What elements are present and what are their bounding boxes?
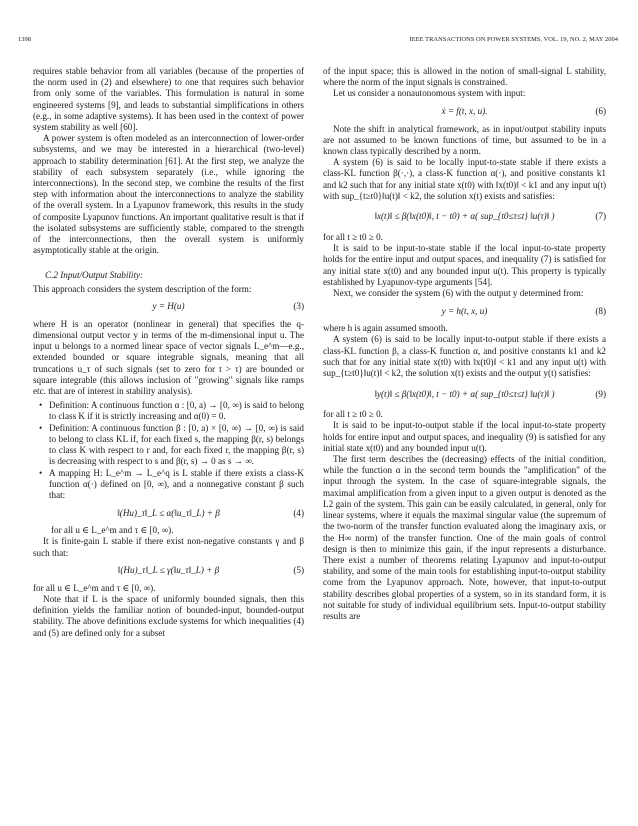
list-item: [33, 423, 304, 468]
equation-number: (7): [595, 211, 606, 222]
equation-condition: for all t ≥ t0 ≥ 0.: [323, 232, 383, 243]
paragraph: The first term describes the (decreasing) effects of the initial condition, while the function α in the second term bounds the "amplification" of the input through the system. In the case of square-integrable signals, the maximal amplification from a given input to a given output is denoted as the L2 gain of the system. This gain can be easily calculated, in general, only for linear systems, where it equals the maximal singular value (the supremum of the two-norm of the transfer function evaluated along the imaginary axis, or the H∞ norm) of the transfer function. One of the main goals of control design is then to minimize this gain, if the input represents a disturbance. There exist a number of theorems relating Lyapunov and input-to-output stability, and some of the main tools for establishing input-to-output stability come from the Lyapunov approach. Note, however, that input-to-output stability describes global properties of a system, so in its standard form, it is not suitable for study of individual equilibrium sets. Input-to-output stability results are: [323, 454, 606, 621]
paragraph: where h is again assumed smooth.: [323, 323, 448, 334]
equation-7: [323, 202, 606, 232]
paragraph: Note the shift in analytical framework, as in input/output stability inputs are not assumed to be known functions of time, but assumed to be in a known class typically described by a norm.: [323, 123, 606, 157]
equation-number: (5): [293, 565, 304, 576]
list-item-text: Definition: A continuous function β : [0, a) × [0, ∞) → [0, ∞) is said to belong to class KL if, for each fixed s, the mapping β(r, s) belongs to class K with respect to r and, for each fixed r, the mapping β(r, s) is decreasing with respect to s and β(r, s) → 0 as s → ∞.: [49, 422, 304, 467]
equation-number: (6): [595, 106, 606, 116]
list-item: [33, 468, 304, 502]
equation-body: ‖y(t)‖ ≤ β(‖x(t0)‖, t − t0) + α( sup_{t0≤τ≤t} ‖u(τ)‖ ): [374, 388, 555, 399]
paragraph: Let us consider a nonautonomous system with input:: [333, 88, 526, 99]
paragraph: It is finite-gain L stable if there exist non-negative constants γ and β such that:: [33, 536, 304, 558]
equation-9: [323, 379, 606, 409]
equation-number: (4): [293, 507, 304, 518]
equation-8: [323, 299, 606, 323]
equation-6: [323, 100, 606, 124]
equation-condition: for all u ∈ L_e^m and τ ∈ [0, ∞).: [33, 582, 156, 593]
equation-body: ‖x(t)‖ ≤ β(‖x(t0)‖, t − t0) + α( sup_{t0≤τ≤t} ‖u(τ)‖ ): [374, 211, 555, 222]
equation-3: [33, 295, 304, 319]
paragraph: A system (6) is said to be locally input-to-state stable if there exists a class-KL function β(·,·), a class-K function α(·), and positive constants k1 and k2 such that for any initial state x(t0) with ‖x(t0)‖ < k1 and any input u(t) with sup_{t≥t0}‖u(t)‖ < k2, the solution x(t) exists and satisfies:: [323, 157, 606, 201]
bullet-icon: •: [39, 467, 43, 478]
equation-body: y = H(u): [152, 301, 185, 312]
bullet-icon: •: [39, 422, 43, 433]
equation-body: ẋ = f(t, x, u).: [441, 106, 488, 116]
list-item-text: Definition: A continuous function α : [0, a) → [0, ∞) is said to belong to class K if it is strictly increasing and α(0) = 0.: [49, 400, 304, 422]
left-column: [33, 66, 304, 639]
right-column: [323, 66, 606, 622]
section-heading: C.2 Input/Output Stability:: [45, 270, 144, 281]
list-item: [33, 400, 304, 422]
paragraph: Next, we consider the system (6) with the output y determined from:: [333, 288, 584, 299]
equation-4: [33, 501, 304, 525]
equation-body: ‖(Hu)_τ‖_L ≤ α(‖u_τ‖_L) + β: [117, 507, 220, 518]
paragraph: Note that if L is the space of uniformly bounded signals, then this definition yields the familiar notion of bounded-input, bounded-output stability. The above definitions exclude systems for which inequalities (4) and (5) are defined only for a subset: [33, 593, 304, 638]
equation-number: (9): [595, 388, 606, 399]
equation-5: [33, 559, 304, 583]
page-header: [18, 36, 618, 48]
journal-running-head: IEEE TRANSACTIONS ON POWER SYSTEMS, VOL. 19, NO. 2, MAY 2004: [409, 36, 618, 43]
equation-condition: for all t ≥ t0 ≥ 0.: [323, 409, 383, 420]
paragraph: A power system is often modeled as an interconnection of lower-order subsystems, and we may be interested in a hierarchical (two-level) approach to stability determination [61]. At the first step, we analyze the stability of each subsystem separately (i.e., while ignoring the interconnections). In the second step, we combine the results of the first step with information about the interconnections to analyze the stability of the overall system. In a Lyapunov framework, this results in the study of composite Lyapunov functions. An important qualitative result is that if the isolated subsystems are sufficiently stable, compared to the strength of the interconnections, then the overall system is uniformly asymptotically stable at the origin.: [33, 133, 304, 256]
paragraph: requires stable behavior from all variables (because of the properties of the norm used in (2) and elsewhere) to one that requires such behavior from only some of the variables. This formulation is natural in some engineered systems [9], and leads to substantial simplifications in others (e.g., in some adaptive systems). It has been used in the context of power system stability as well [60].: [33, 66, 304, 133]
equation-number: (3): [293, 301, 304, 312]
list-item-text: A mapping H: L_e^m → L_e^q is L stable if there exists a class-K function α(·) defined on [0, ∞), and a nonnegative constant β such that:: [49, 467, 304, 500]
paragraph: where H is an operator (nonlinear in general) that specifies the q-dimensional output vector y in terms of the m-dimensional input u. The input u belongs to a normed linear space of vector signals L_e^m—e.g., extended bounded or square integrable signals, meaning that all truncations u_τ of such signals (set to zero for t > τ) are bounded or square integrable (this allows inclusion of "growing" signals like ramps etc. that are of interest in stability analysis).: [33, 318, 304, 397]
paragraph: This approach considers the system description of the form:: [33, 283, 252, 294]
paragraph: of the input space; this is allowed in the notion of small-signal L stability, where the norm of the input signals is constrained.: [323, 66, 606, 88]
bullet-icon: •: [39, 400, 43, 411]
equation-body: ‖(Hu)_τ‖_L ≤ γ(‖u_τ‖_L) + β: [117, 565, 220, 576]
equation-body: y = h(t, x, u): [441, 305, 488, 316]
equation-number: (8): [595, 305, 606, 316]
paragraph: It is said to be input-to-output stable if the local input-to-state property holds for entire input and output spaces, and inequality (9) is satisfied for any initial state x(t0) and any bounded input u(t).: [323, 420, 606, 453]
paragraph: A system (6) is said to be locally input-to-output stable if there exists a class-KL function β, a class-K function α, and positive constants k1 and k2 such that for any initial state x(t0) with ‖x(t0)‖ < k1 and any input u(t) with sup_{t≥t0}‖u(t)‖ < k2, the solution x(t) exists and the output y(t) satisfies:: [323, 334, 606, 379]
equation-condition: for all u ∈ L_e^m and τ ∈ [0, ∞).: [51, 525, 174, 536]
page-number: 1398: [18, 36, 31, 43]
paragraph: It is said to be input-to-state stable if the local input-to-state property holds for the entire input and output spaces, and inequality (7) is satisfied for any initial state x(t0) and any bounded input u(t). This property is typically established by Lyapunov-type arguments [54].: [323, 243, 606, 287]
